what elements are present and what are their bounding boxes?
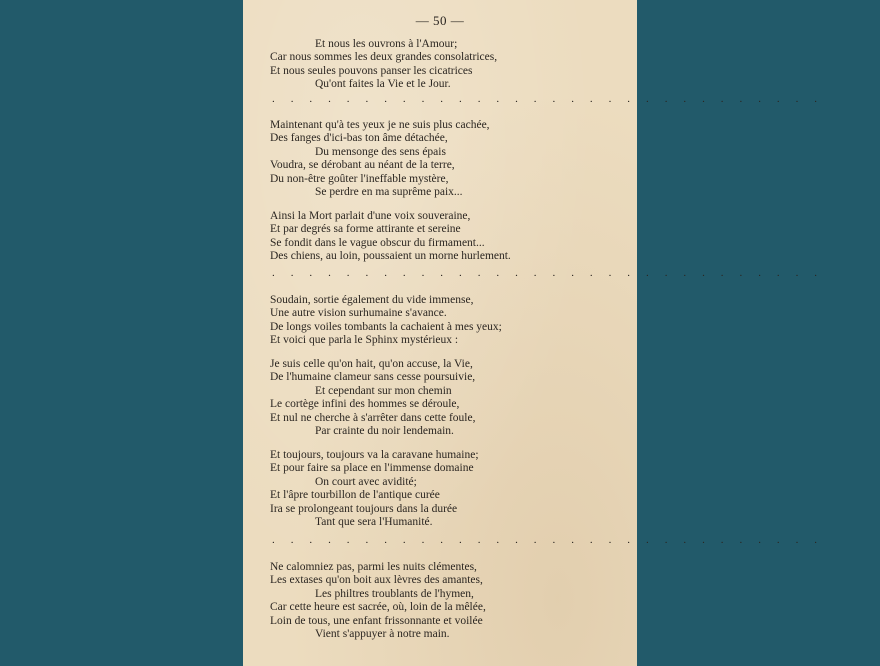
- poem-line: Et l'âpre tourbillon de l'antique curée: [270, 489, 440, 502]
- poem-line: Du non-être goûter l'ineffable mystère,: [270, 172, 449, 185]
- poem-line: De l'humaine clameur sans cesse poursuivie,: [270, 371, 476, 384]
- poem-line: Du mensonge des sens épais: [315, 145, 446, 158]
- poem-line: Se fondit dans le vague obscur du firmament...: [270, 236, 485, 249]
- stanza-7: [270, 561, 620, 641]
- poem-line: Et nous les ouvrons à l'Amour;: [315, 38, 458, 50]
- book-page: [243, 0, 824, 666]
- stanza-5: [270, 358, 620, 438]
- separator-dots: . . . . . . . . . . . . . . . . . . . . . . . . . . . . . .: [272, 534, 824, 546]
- poem-line: Car nous sommes les deux grandes consolatrices,: [270, 51, 498, 64]
- poem-line: On court avec avidité;: [315, 475, 417, 488]
- poem-line: Tant que sera l'Humanité.: [315, 515, 433, 528]
- separator-dots: . . . . . . . . . . . . . . . . . . . . . . . . . . . . . .: [272, 267, 824, 279]
- poem-line: Des fanges d'ici-bas ton âme détachée,: [270, 132, 448, 145]
- poem-line: De longs voiles tombants la cachaient à mes yeux;: [270, 320, 502, 333]
- poem-line: Par crainte du noir lendemain.: [315, 424, 454, 437]
- poem-line: Et voici que parla le Sphinx mystérieux :: [270, 334, 459, 347]
- poem-line: Les philtres troublants de l'hymen,: [315, 587, 474, 600]
- stanza-1: [270, 38, 620, 92]
- poem-line: Car cette heure est sacrée, où, loin de la mêlée,: [270, 601, 486, 614]
- poem-line: Maintenant qu'à tes yeux je ne suis plus cachée,: [270, 119, 490, 131]
- page-number: — 50 —: [415, 13, 465, 28]
- poem-line: Les extases qu'on boit aux lèvres des amantes,: [270, 574, 483, 587]
- poem-line: Et pour faire sa place en l'immense domaine: [270, 462, 474, 475]
- poem-line: Une autre vision surhumaine s'avance.: [270, 307, 447, 320]
- poem-line: Qu'ont faites la Vie et le Jour.: [315, 78, 451, 91]
- poem-line: Ira se prolongeant toujours dans la durée: [270, 502, 458, 515]
- poem-line: Ne calomniez pas, parmi les nuits clémentes,: [270, 561, 477, 573]
- separator-dots: . . . . . . . . . . . . . . . . . . . . . . . . . . . . . .: [272, 93, 824, 105]
- stanza-4: [270, 294, 620, 348]
- stanza-3: [270, 210, 620, 264]
- poem-line: Se perdre en ma suprême paix...: [315, 185, 463, 198]
- poem-line: Soudain, sortie également du vide immense,: [270, 294, 474, 306]
- poem-line: Voudra, se dérobant au néant de la terre,: [270, 159, 455, 172]
- poem-line: Et nous seules pouvons panser les cicatrices: [270, 64, 473, 77]
- poem-line: Ainsi la Mort parlait d'une voix souveraine,: [270, 210, 471, 222]
- poem-line: Je suis celle qu'on hait, qu'on accuse, la Vie,: [270, 358, 473, 370]
- poem-line: Le cortège infini des hommes se déroule,: [270, 398, 460, 411]
- poem-line: Et toujours, toujours va la caravane humaine;: [270, 449, 479, 461]
- poem-line: Et cependant sur mon chemin: [315, 384, 452, 397]
- poem-line: Des chiens, au loin, poussaient un morne hurlement.: [270, 250, 511, 263]
- stanza-2: [270, 119, 620, 199]
- stanza-6: [270, 449, 620, 529]
- poem-line: Et nul ne cherche à s'arrêter dans cette foule,: [270, 411, 476, 424]
- poem-line: Loin de tous, une enfant frissonnante et voilée: [270, 614, 483, 627]
- poem-line: Et par degrés sa forme attirante et sereine: [270, 223, 461, 236]
- poem-line: Vient s'appuyer à notre main.: [315, 627, 450, 640]
